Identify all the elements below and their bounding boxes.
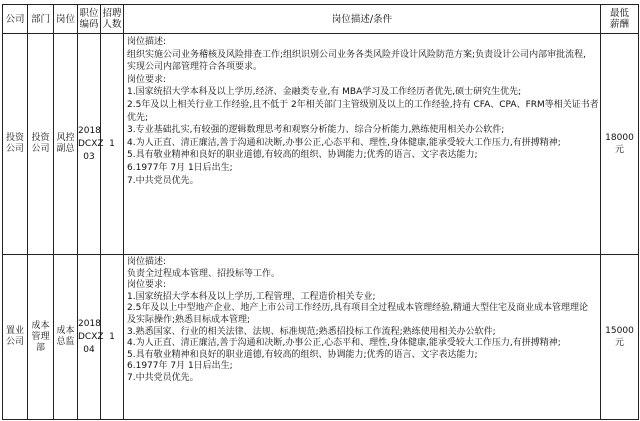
cell-count: 1: [101, 34, 124, 255]
desc-line: 优先;: [127, 112, 149, 123]
desc-line: 5.具有敬业精神和良好的职业道德,有较高的组织、协调能力;优秀的语言、文字表达能力;: [127, 150, 478, 161]
desc-line: 负责全过程成本管理、招投标等工作。: [127, 268, 281, 279]
cell-salary-amount: 18000: [605, 133, 634, 143]
table-row: [3, 34, 639, 255]
desc-line: 岗位描述:: [127, 257, 167, 267]
cell-count: 1: [101, 255, 124, 420]
desc-line: 7.中共党员优先。: [127, 175, 199, 186]
header-count-line1: 招聘: [102, 8, 122, 19]
header-count: [101, 5, 124, 34]
cell-salary: [601, 255, 639, 420]
desc-line: 岗位要求:: [127, 74, 167, 85]
desc-line: 实现公司内部管理符合各项要求。: [127, 62, 263, 73]
cell-code: [78, 255, 104, 420]
cell-salary-amount: 15000: [605, 326, 634, 336]
cell-post-line2: 副总: [56, 144, 75, 154]
cell-salary-unit: 元: [614, 338, 624, 348]
job-posting-table: [2, 4, 639, 420]
desc-line: 5.具有敬业精神和良好的职业道德,有较高的组织、协调能力;优秀的语言、文字表达能力;: [127, 349, 478, 360]
header-count-line2: 人数: [102, 19, 122, 30]
cell-company: 置业公司: [3, 255, 28, 420]
cell-post: [54, 34, 78, 255]
cell-company: 投资公司: [3, 34, 28, 255]
header-post: 岗位: [54, 5, 78, 34]
cell-post-line1: 风控: [56, 133, 75, 143]
header-code-line1: 职位: [79, 8, 99, 19]
desc-line: 2.5年及以上相关行业工作经验,且不低于 2年相关部门主管级别及以上的工作经验,持有 CFA、CPA、FRM等相关证书者: [127, 99, 599, 110]
cell-description: [124, 255, 601, 420]
header-code-line2: 编码: [79, 19, 99, 30]
header-row: [3, 5, 639, 34]
cell-salary: [601, 34, 639, 255]
header-salary: [601, 5, 639, 34]
desc-line: 组织实施公司业务稽核及风险排查工作;组织识别公司业务各类风险并设计风险防范方案;负责设计公司内部审批流程,: [127, 49, 586, 60]
desc-line: 及实际操作;熟悉目标成本管理;: [127, 314, 251, 325]
cell-code-line3: 04: [83, 344, 95, 355]
desc-line: 岗位描述:: [127, 37, 167, 47]
desc-line: 1.国家统招大学本科及以上学历,工程管理、工程造价相关专业;: [127, 291, 376, 302]
desc-line: 1.国家统招大学本科及以上学历,经济、金融类专业,有 MBA学习及工作经历者优先,硕士研究生优先;: [127, 87, 522, 98]
cell-post: [54, 255, 78, 420]
header-salary-line2: 薪酬: [609, 19, 629, 30]
desc-line: 6.1977年 7月 1日后出生;: [127, 162, 233, 173]
desc-line: 7.中共党员优先。: [127, 372, 199, 383]
header-desc: 岗位描述/条件: [124, 5, 601, 34]
desc-line: 4.为人正直、清正廉洁,善于沟通和决断,办事公正,心态平和、理性,身体健康,能承受较大工作压力,有拼搏精神;: [127, 338, 561, 349]
cell-description: [124, 34, 601, 255]
cell-code-line1: 2018: [78, 125, 101, 136]
cell-post-line1: 成本: [56, 326, 75, 336]
desc-line: 3.熟悉国家、行业的相关法律、法规、标准规范;熟悉招投标工作流程;熟练使用相关办公软件;: [127, 326, 496, 337]
header-code: [78, 5, 101, 34]
header-salary-line1: 最低: [609, 8, 629, 19]
cell-dept: 成本管理部: [28, 255, 54, 420]
header-company: 公司: [3, 5, 28, 34]
cell-dept: 投资公司: [28, 34, 54, 255]
cell-code: [78, 34, 104, 255]
desc-line: 6.1977年 7月 1日后出生;: [127, 361, 233, 372]
table-row: [3, 255, 639, 420]
header-dept: 部门: [28, 5, 54, 34]
desc-line: 4.为人正直、清正廉洁,善于沟通和决断,办事公正,心态平和、理性,身体健康,能承受较大工作压力,有拼搏精神;: [127, 137, 561, 148]
cell-code-line2: DCXZ: [78, 331, 104, 342]
desc-line: 3.专业基础扎实,有较强的逻辑数理思考和观察分析能力、综合分析能力,熟练使用相关办公软件;: [127, 125, 505, 136]
desc-line: 岗位要求:: [127, 280, 167, 291]
cell-salary-unit: 元: [614, 145, 624, 155]
cell-code-line1: 2018: [78, 318, 101, 329]
cell-code-line2: DCXZ: [78, 138, 104, 149]
desc-line: 2.5年及以上中型地产企业、地产上市公司工作经历,具有项目全过程成本管理经验,精通大型住宅及商业成本管理理论: [127, 303, 589, 314]
cell-code-line3: 03: [83, 151, 95, 162]
cell-post-line2: 总监: [56, 337, 75, 347]
